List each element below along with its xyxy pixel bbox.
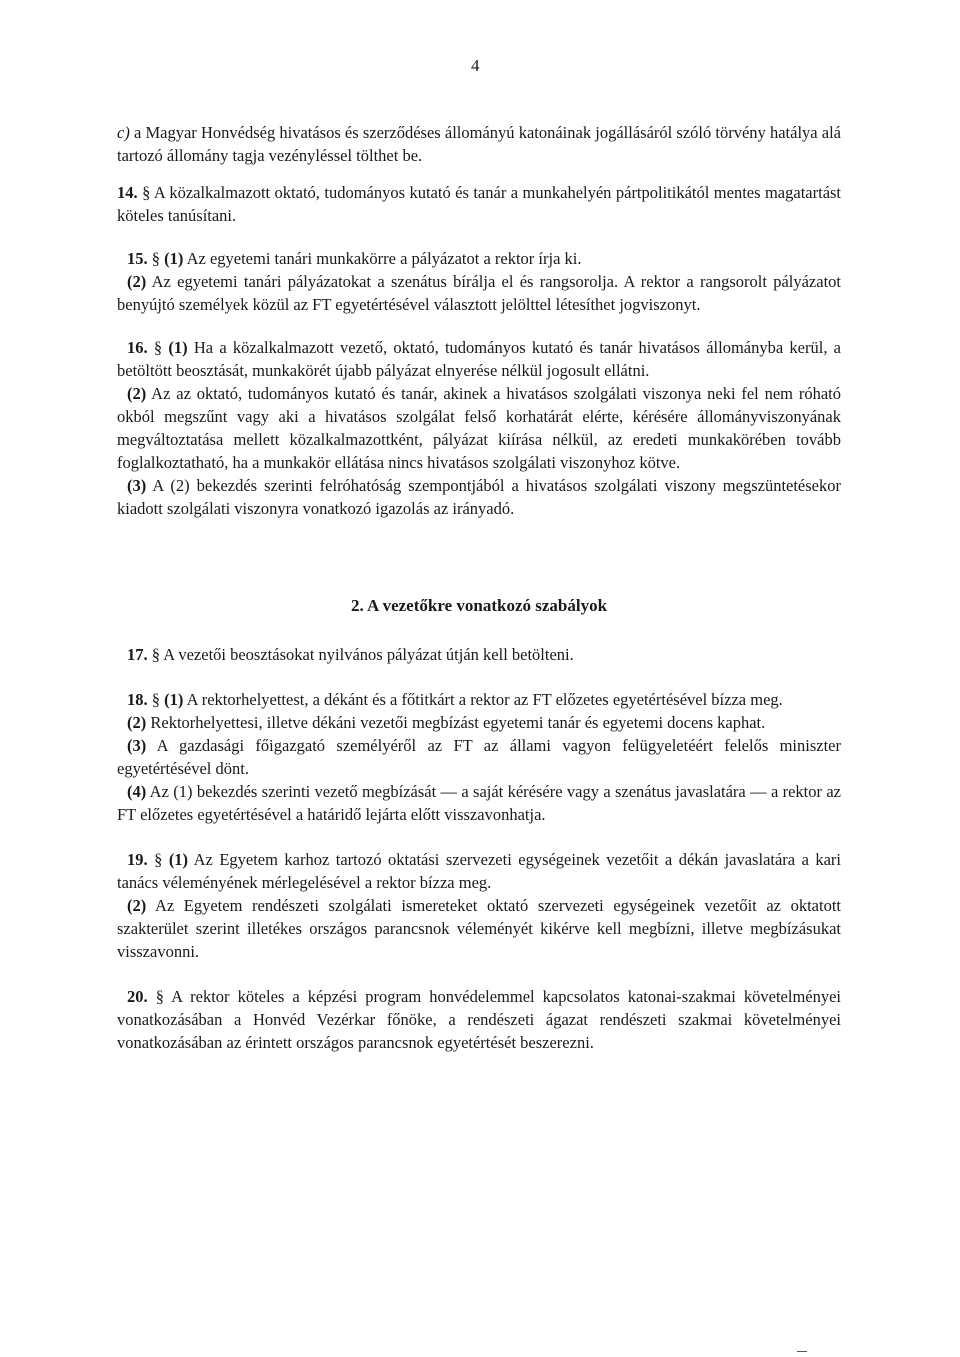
paragraph-c [117, 121, 841, 167]
clause-text: Az egyetemi tanári pályázatokat a szenátus bírálja el és rangsorolja. A rektor a rangsorolt pályázatot benyújtó személyek közül az FT egyetértésével választott jelölttel létesíthet jogviszonyt. [117, 272, 841, 314]
section-19-2 [117, 894, 841, 963]
section-15-2 [117, 270, 841, 316]
section-18-3 [117, 734, 841, 780]
document-body [117, 121, 841, 1054]
section-16-2 [117, 382, 841, 474]
section-number: 16. [127, 338, 148, 357]
section-text: A vezetői beosztásokat nyilvános pályázat útján kell betölteni. [163, 645, 574, 664]
section-number: 20. [127, 987, 148, 1006]
clause-text: Az az oktató, tudományos kutató és tanár, akinek a hivatásos szolgálati viszonya neki fel nem róható okból megszűnt vagy aki a hivatásos szolgálat felső korhatárát elérte, kérésére állományviszonyának megváltoztatása mellett közalkalmazottként, pályázat kiírása nélkül, az eredeti munkakörében tovább foglalkoztatható, ha a munkakör ellátása nincs hivatásos szolgálati viszonyhoz kötve. [117, 384, 841, 472]
clause-text: Ha a közalkalmazott vezető, oktató, tudományos kutató és tanár hivatásos állományba kerül, a betöltött beosztását, munkakörét újabb pályázat elnyerése nélkül jogosult ellátni. [117, 338, 842, 380]
section-16-3 [117, 474, 841, 520]
point-label: c) [117, 123, 130, 142]
section-16-1 [117, 336, 841, 382]
clause-label: (2) [127, 713, 147, 732]
clause-text: Az Egyetem karhoz tartozó oktatási szervezeti egységeinek vezetőit a dékán javaslatára a kari tanács véleményének mérlegelésével a rektor bízza meg. [117, 850, 842, 892]
clause-text: Az egyetemi tanári munkakörre a pályázatot a rektor írja ki. [183, 249, 582, 268]
section-sign: § [153, 338, 163, 357]
section-14 [117, 181, 841, 227]
clause-label: (3) [127, 736, 147, 755]
section-number: 19. [127, 850, 148, 869]
clause-text: A rektorhelyettest, a dékánt és a főtitkárt a rektor az FT előzetes egyetértésével bízza meg. [183, 690, 783, 709]
clause-label: (1) [168, 338, 188, 357]
clause-label: (2) [127, 384, 147, 403]
clause-text: Az Egyetem rendészeti szolgálati ismereteket oktató szervezeti egységeinek vezetőit az oktatott szakterület szerint illetékes országos parancsnok véleményét kikérve kell megbízni, illetve megbízásukat visszavonni. [117, 896, 841, 961]
page-number: 4 [471, 56, 480, 75]
section-17 [117, 643, 841, 666]
section-18-4 [117, 780, 841, 826]
section-18-2 [117, 711, 841, 734]
clause-text: Az (1) bekezdés szerinti vezető megbízását — a saját kérésére vagy a szenátus javaslatára — a rektor az FT előzetes egyetértésével a határidő lejárta előtt visszavonhatja. [117, 782, 841, 824]
clause-label: (2) [127, 896, 147, 915]
section-sign: § [151, 645, 160, 664]
section-20 [117, 985, 841, 1054]
section-15-1 [117, 247, 841, 270]
section-sign: § [155, 987, 164, 1006]
section-sign: § [142, 183, 151, 202]
section-18-1 [117, 688, 841, 711]
clause-label: (1) [164, 249, 184, 268]
clause-label: (2) [127, 272, 147, 291]
clause-label: (3) [127, 476, 147, 495]
section-number: 17. [127, 645, 148, 664]
clause-label: (1) [168, 850, 189, 869]
scan-mark [797, 1351, 807, 1352]
clause-label: (4) [127, 782, 147, 801]
clause-label: (1) [164, 690, 184, 709]
section-sign: § [151, 249, 160, 268]
section-19-1 [117, 848, 841, 894]
point-text: a Magyar Honvédség hivatásos és szerződéses állományú katonáinak jogállásáról szóló törvény hatálya alá tartozó állomány tagja vezényléssel tölthet be. [117, 123, 841, 165]
section-text: A rektor köteles a képzési program honvédelemmel kapcsolatos katonai-szakmai követelményei vonatkozásában a Honvéd Vezérkar főnöke, a rendészeti ágazat rendészeti szakmai követelményei vonatkozásában az érintett országos parancsnok egyetértését beszerezni. [117, 987, 842, 1052]
section-text: A közalkalmazott oktató, tudományos kutató és tanár a munkahelyén pártpolitikától mentes magatartást köteles tanúsítani. [117, 183, 842, 225]
section-number: 18. [127, 690, 148, 709]
chapter-heading: 2. A vezetőkre vonatkozó szabályok [350, 596, 608, 615]
clause-text: A gazdasági főigazgató személyéről az FT az állami vagyon felügyeletéért felelős miniszter egyetértésével dönt. [117, 736, 841, 778]
section-number: 15. [127, 249, 148, 268]
clause-text: A (2) bekezdés szerinti felróhatóság szempontjából a hivatásos szolgálati viszony megszüntetésekor kiadott szolgálati viszonyra vonatkozó igazolás az irányadó. [117, 476, 841, 518]
clause-text: Rektorhelyettesi, illetve dékáni vezetői megbízást egyetemi tanár és egyetemi docens kaphat. [146, 713, 766, 732]
section-sign: § [154, 850, 163, 869]
section-sign: § [151, 690, 160, 709]
section-number: 14. [117, 183, 138, 202]
